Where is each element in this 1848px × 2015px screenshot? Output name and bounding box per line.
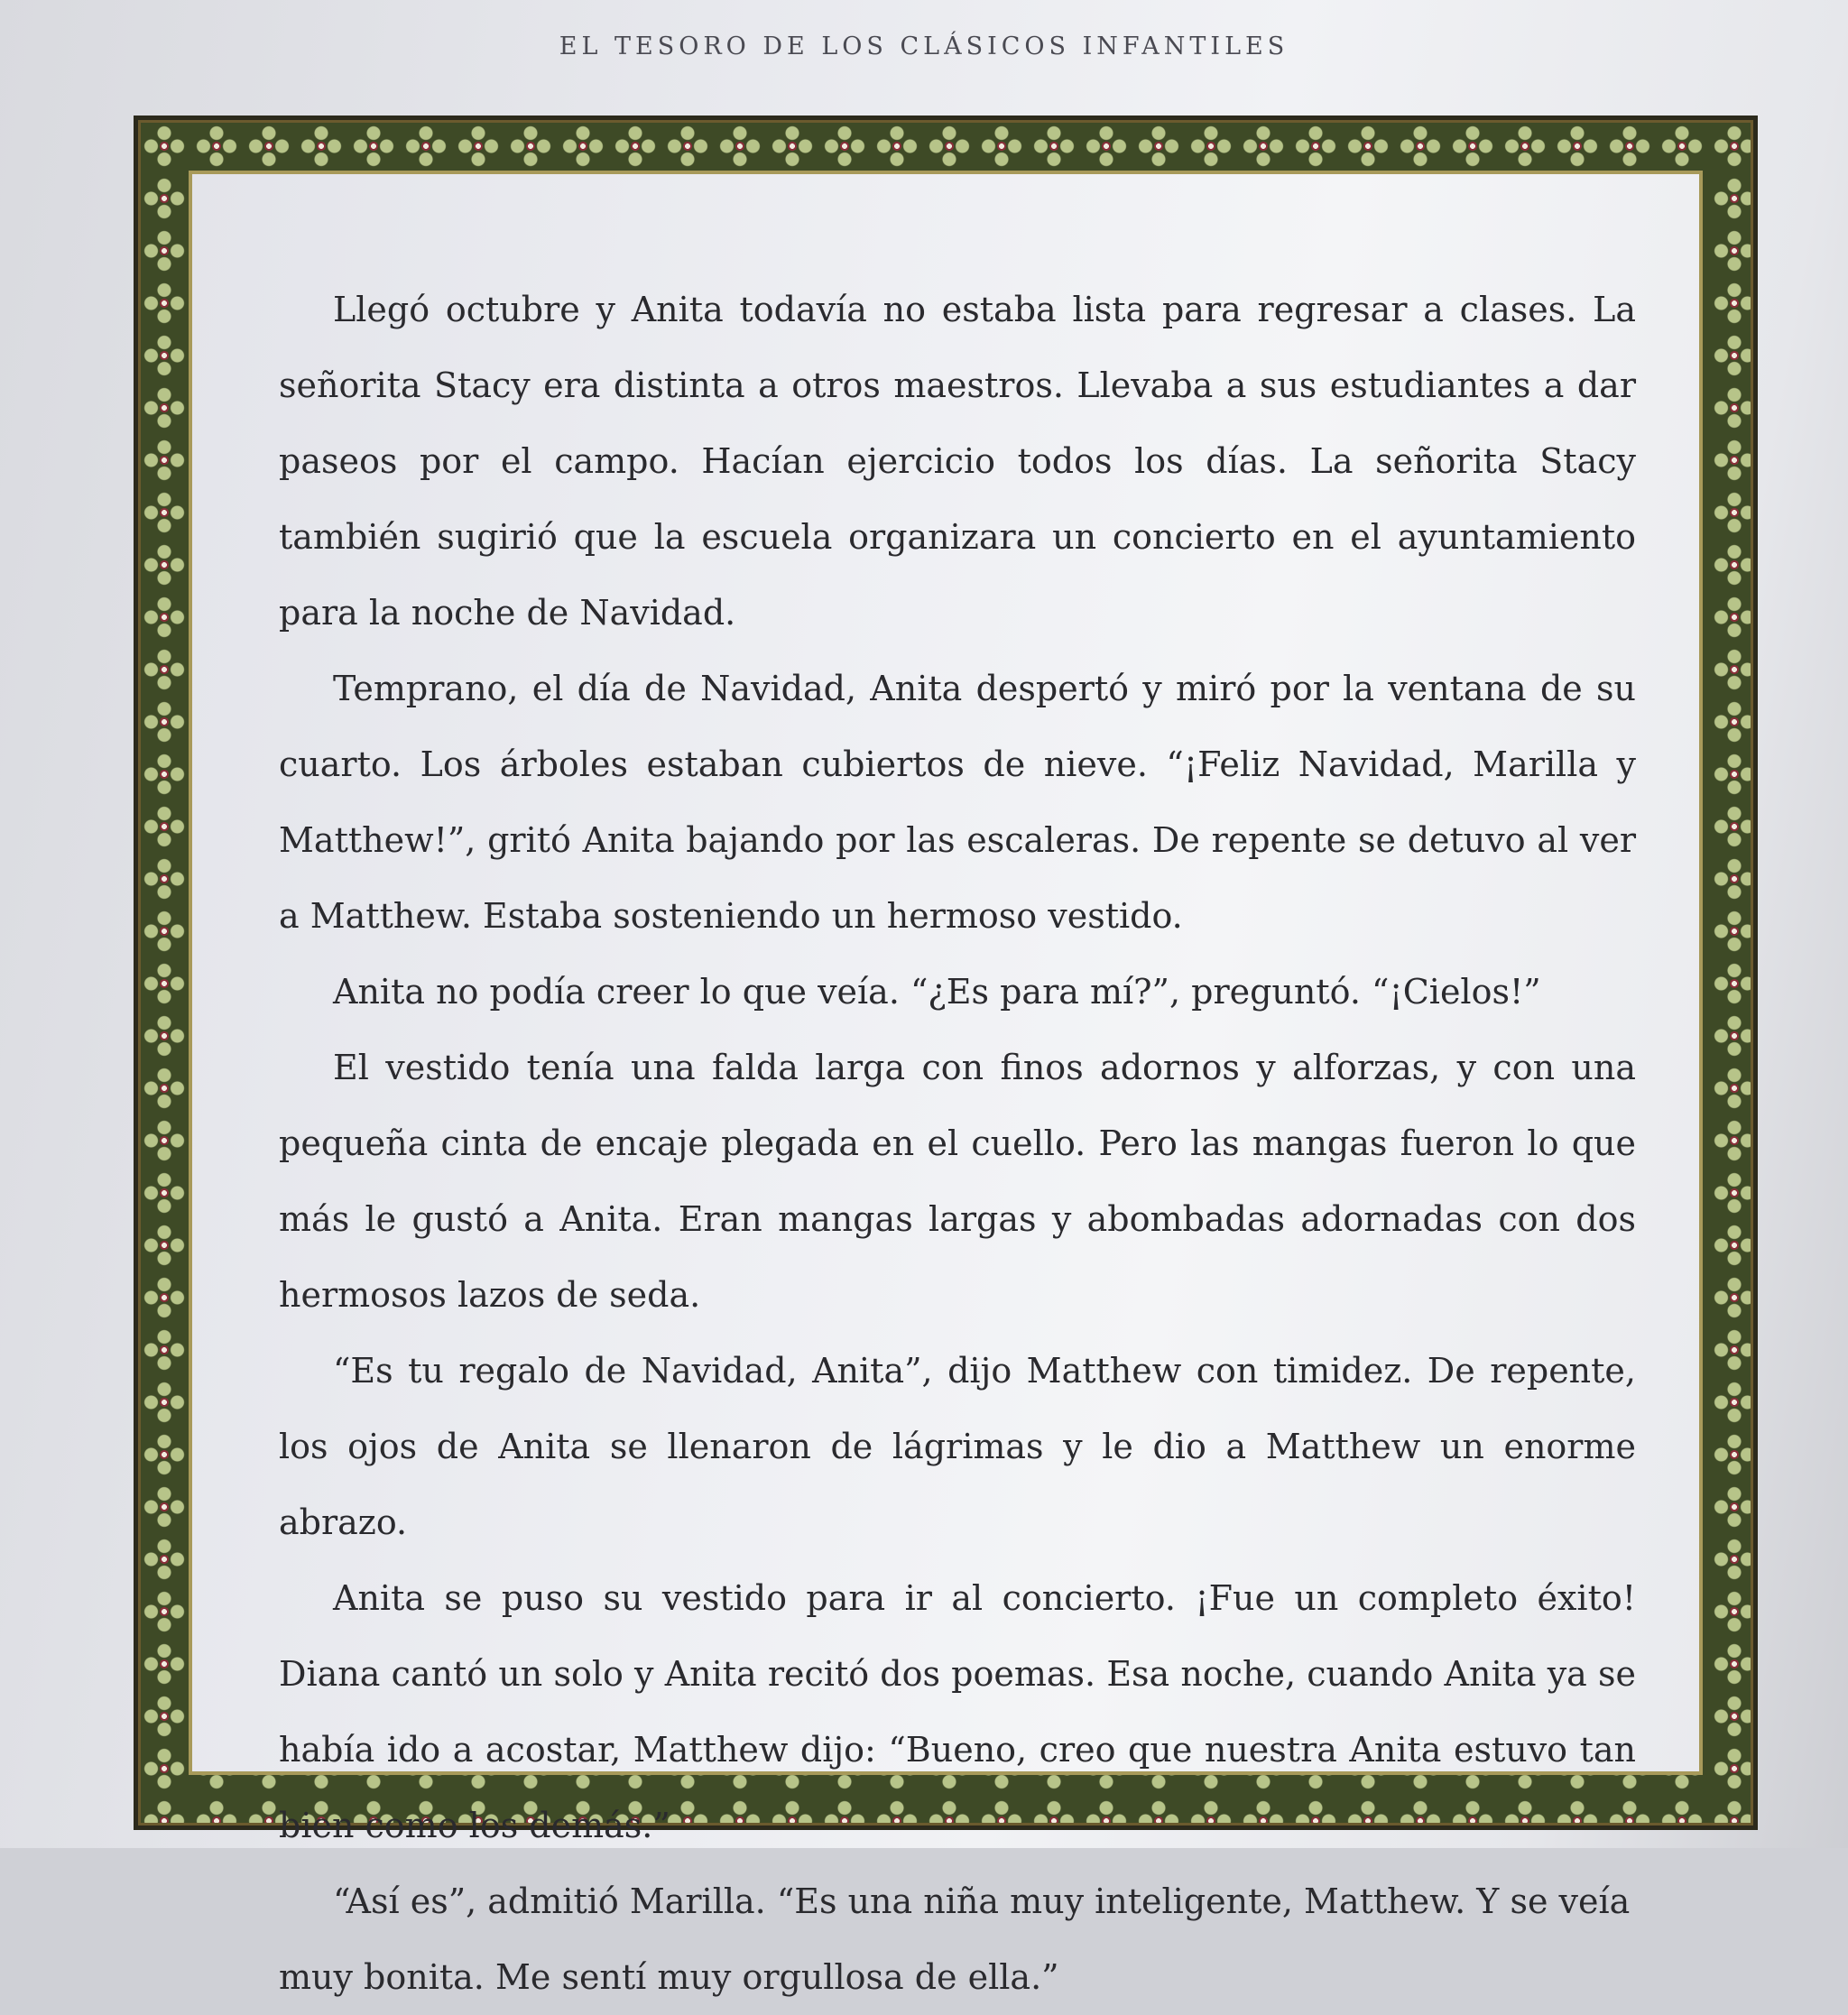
paragraph-3: Anita no podía creer lo que veía. “¿Es para mí?”, preguntó. “¡Cielos!” (333, 972, 1541, 1012)
paragraph-1: Llegó octubre y Anita todavía no estaba lista para regresar a clases. La señorita Stacy era distinta a otros maestros. Llevaba a sus estudiantes a dar paseos por el campo. Hacían ejercicio todos los días. La señorita Stacy también sugirió que la escuela organizara un concierto en el ayuntamiento para la noche de Navidad. (279, 290, 1636, 633)
text-panel (189, 171, 1703, 1997)
running-title: EL TESORO DE LOS CLÁSICOS INFANTILES (559, 32, 1289, 60)
paragraph-6: Anita se puso su vestido para ir al concierto. ¡Fue un completo éxito! Diana cantó un solo y Anita recitó dos poemas. Esa noche, cuando Anita ya se había ido a acostar, Matthew dijo: “Bueno, creo que nuestra Anita estuvo tan bien como los demás.” (279, 1578, 1636, 1845)
decorative-floral-border (134, 116, 1758, 1997)
paragraph-5: “Es tu regalo de Navidad, Anita”, dijo Matthew con timidez. De repente, los ojos de Anita se llenaron de lágrimas y le dio a Matthew un enorme abrazo. (279, 1351, 1636, 1542)
paragraph-2: Temprano, el día de Navidad, Anita despertó y miró por la ventana de su cuarto. Los árboles estaban cubiertos de nieve. “¡Feliz Navidad, Marilla y Matthew!”, gritó Anita bajando por las escaleras. De repente se detuvo al ver a Matthew. Estaba sosteniendo un hermoso vestido. (279, 669, 1636, 936)
paragraph-4: El vestido tenía una falda larga con finos adornos y alforzas, y con una pequeña cinta de encaje plegada en el cuello. Pero las mangas fueron lo que más le gustó a Anita. Eran mangas largas y abombadas adornadas con dos hermosos lazos de seda. (279, 1048, 1636, 1315)
paragraph-7: “Así es”, admitió Marilla. “Es una niña muy inteligente, Matthew. Y se veía muy bonita. Me sentí muy orgullosa de ella.” (279, 1881, 1631, 1997)
